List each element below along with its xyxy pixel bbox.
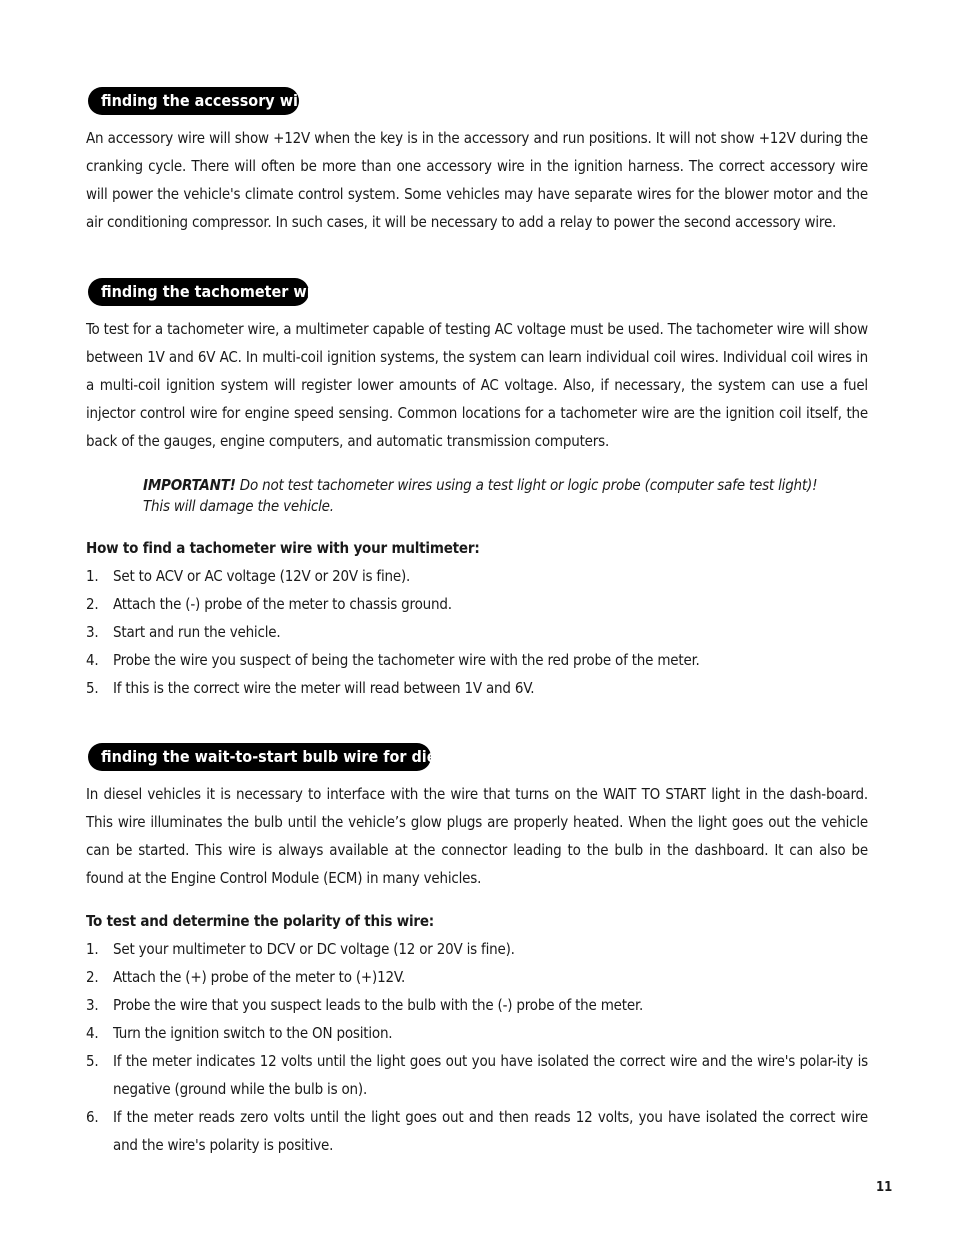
step-text: Turn the ignition switch to the ON position. <box>113 1024 393 1042</box>
step-text: If this is the correct wire the meter will read between 1V and 6V. <box>113 679 535 697</box>
step-number: 5. <box>86 679 99 697</box>
list-item <box>86 963 868 991</box>
important-text-2: This will damage the vehicle. <box>143 497 334 515</box>
list-item <box>86 935 868 963</box>
step-number: 2. <box>86 968 99 986</box>
list-item <box>86 1047 868 1103</box>
step-number: 4. <box>86 651 99 669</box>
step-number: 5. <box>86 1052 99 1070</box>
important-label: IMPORTANT! <box>143 476 236 494</box>
wait-to-start-paragraph: In diesel vehicles it is necessary to interface with the wire that turns on the WAIT TO START light in the dash-board. This wire illuminates the bulb until the vehicle’s glow plugs are properly heated. When the light goes out the vehicle can be started. This wire is always available at the connector leading to the bulb in the dashboard. It can also be found at the Engine Control Module (ECM) in many vehicles. <box>86 785 868 887</box>
tachometer-steps-heading: How to find a tachometer wire with your multimeter: <box>86 539 480 557</box>
list-item <box>86 562 868 590</box>
tachometer-steps-list <box>86 562 868 702</box>
accessory-wire-paragraph: An accessory wire will show +12V when the key is in the accessory and run positions. It will not show +12V during the cranking cycle. There will often be more than one accessory wire in the ignition harness. The correct accessory wire will power the vehicle's climate control system. Some vehicles may have separate wires for the blower motor and the air conditioning compressor. In such cases, it will be necessary to add a relay to power the second accessory wire. <box>86 129 868 231</box>
step-number: 3. <box>86 996 99 1014</box>
step-number: 2. <box>86 595 99 613</box>
page-number: 11 <box>876 1180 893 1195</box>
polarity-steps-list <box>86 935 868 1159</box>
step-text: Attach the (-) probe of the meter to chassis ground. <box>113 595 452 613</box>
step-text: Start and run the vehicle. <box>113 623 281 641</box>
step-number: 3. <box>86 623 99 641</box>
step-text: Probe the wire that you suspect leads to the bulb with the (-) probe of the meter. <box>113 996 644 1014</box>
step-number: 6. <box>86 1108 99 1126</box>
step-text: Set to ACV or AC voltage (12V or 20V is fine). <box>113 567 411 585</box>
section-heading-tachometer-wire: finding the tachometer wire <box>88 278 309 306</box>
step-text: Attach the (+) probe of the meter to (+)12V. <box>113 968 406 986</box>
step-number: 1. <box>86 567 99 585</box>
step-text: Probe the wire you suspect of being the tachometer wire with the red probe of the meter. <box>113 651 700 669</box>
list-item <box>86 674 868 702</box>
list-item <box>86 618 868 646</box>
step-text: Set your multimeter to DCV or DC voltage (12 or 20V is fine). <box>113 940 515 958</box>
list-item <box>86 1019 868 1047</box>
list-item <box>86 646 868 674</box>
step-text: If the meter indicates 12 volts until the light goes out you have isolated the correct wire and the wire's polar-ity is negative (ground while the bulb is on). <box>113 1052 868 1098</box>
step-number: 1. <box>86 940 99 958</box>
list-item <box>86 991 868 1019</box>
tachometer-wire-paragraph: To test for a tachometer wire, a multimeter capable of testing AC voltage must be used. The tachometer wire will show between 1V and 6V AC. In multi-coil ignition systems, the system can learn individual coil wires. Individual coil wires in a multi-coil ignition system will register lower amounts of AC voltage. Also, if necessary, the system can use a fuel injector control wire for engine speed sensing. Common locations for a tachometer wire are the ignition coil itself, the back of the gauges, engine computers, and automatic transmission computers. <box>86 320 868 450</box>
important-note <box>143 475 843 517</box>
polarity-steps-heading: To test and determine the polarity of this wire: <box>86 912 435 930</box>
step-number: 4. <box>86 1024 99 1042</box>
step-text: If the meter reads zero volts until the light goes out and then reads 12 volts, you have isolated the correct wire and the wire's polarity is positive. <box>113 1108 868 1154</box>
list-item <box>86 1103 868 1159</box>
section-heading-wait-to-start-wire: finding the wait-to-start bulb wire for diesels <box>88 743 431 771</box>
section-heading-accessory-wire: finding the accessory wire <box>88 87 299 115</box>
list-item <box>86 590 868 618</box>
important-text: Do not test tachometer wires using a test light or logic probe (computer safe test light)! <box>239 476 818 494</box>
